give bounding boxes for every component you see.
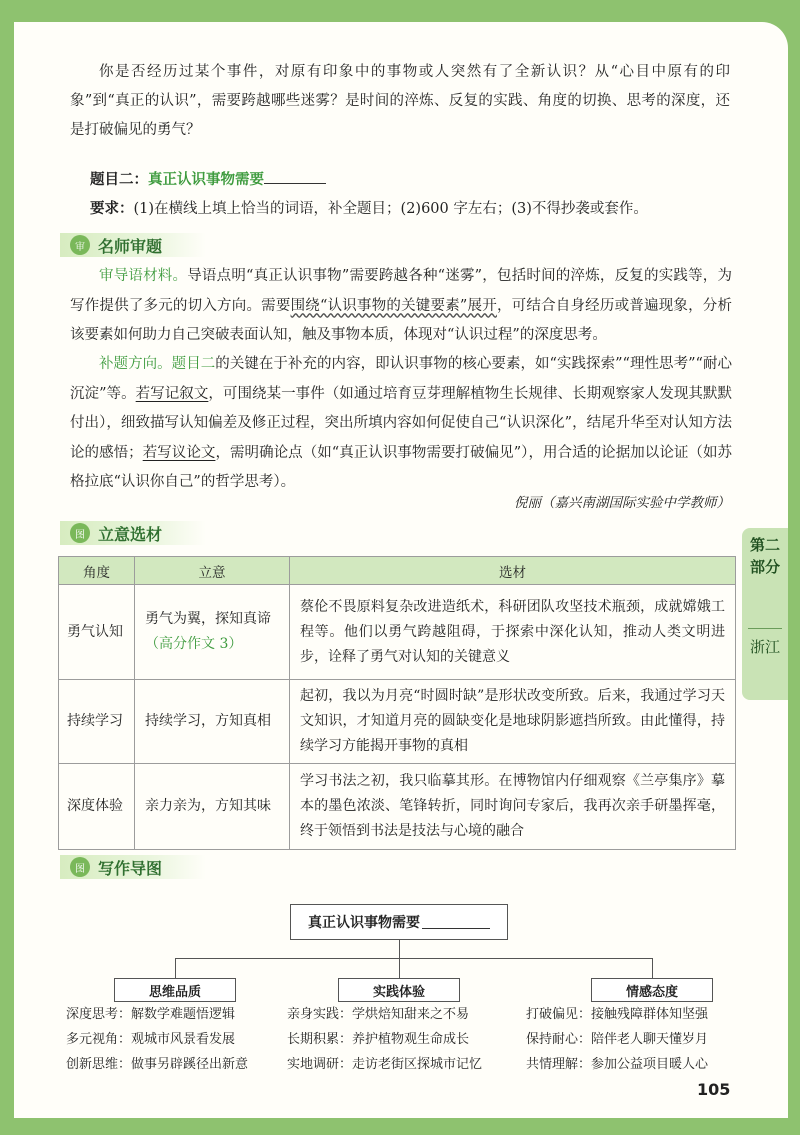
item-value: 学烘焙知甜来之不易 bbox=[352, 1007, 470, 1022]
mindmap-items-thinking bbox=[66, 1002, 248, 1077]
mindmap-root-text: 真正认识事物需要 bbox=[308, 915, 420, 931]
cell-angle: 深度体验 bbox=[59, 764, 135, 850]
item-value: 参加公益项目暖人心 bbox=[591, 1057, 709, 1072]
review-paragraph-1 bbox=[70, 262, 732, 351]
lead-label: 审导语材料。 bbox=[99, 268, 188, 284]
topic-text: 真正认识事物需要 bbox=[148, 172, 264, 188]
mindmap-branch-thinking: 思维品质 bbox=[114, 978, 236, 1002]
item-key: 多元视角： bbox=[66, 1032, 132, 1047]
table-header-row bbox=[59, 557, 736, 585]
item-value: 陪伴老人聊天懂岁月 bbox=[591, 1032, 709, 1047]
table-row bbox=[59, 764, 736, 850]
underline-emphasis: 若写记叙文 bbox=[135, 385, 209, 402]
side-tab-part: 第二部分 bbox=[750, 536, 781, 576]
list-item bbox=[66, 1052, 248, 1077]
cell-idea: 亲力亲为，方知其味 bbox=[135, 764, 290, 850]
mindmap-root bbox=[290, 904, 508, 940]
text-span: 导语点明“真正认识事物”需要跨越各种“迷雾”，包括时间的淬炼，反复的实践等，为写作提供了多元的切入方向。需要 bbox=[70, 268, 733, 314]
section-header-review bbox=[60, 233, 206, 257]
idea-material-table bbox=[58, 556, 736, 850]
item-key: 长期积累： bbox=[287, 1032, 353, 1047]
table-row bbox=[59, 585, 736, 680]
item-key: 深度思考： bbox=[66, 1007, 132, 1022]
text-span: ，可围绕某一事件（如通过培育豆芽理解植物生长规律、长期观察家人发现其默默付出），细致描写认知偏差及修正过程，突出所填内容如何促使自己“认识深化”，结尾升华至对认知方法论的感悟； bbox=[70, 385, 733, 461]
item-value: 养护植物观生命成长 bbox=[352, 1032, 470, 1047]
section-header-mindmap bbox=[60, 855, 206, 879]
list-item bbox=[526, 1027, 708, 1052]
idea-text: 勇气为翼，探知真谛 bbox=[145, 611, 271, 627]
cell-angle: 勇气认知 bbox=[59, 585, 135, 680]
author-signature: 倪丽（嘉兴南湖国际实验中学教师） bbox=[514, 495, 730, 511]
list-item bbox=[287, 1052, 482, 1077]
list-item bbox=[287, 1002, 482, 1027]
list-item bbox=[526, 1002, 708, 1027]
lead-label-2: 题目二 bbox=[171, 356, 216, 372]
text-span: ，可结合自身经历或普遍现象，分析该要素如何助力自己突破表面认知，触及事物本质，体现对“认识过程”的深度思考。 bbox=[70, 297, 733, 343]
cell-material: 起初，我以为月亮“时圆时缺”是形状改变所致。后来，我通过学习天文知识，才知道月亮的圆缺变化是地球阴影遮挡所致。由此懂得，持续学习方能揭开事物的真相 bbox=[290, 680, 736, 764]
section-header-ideas bbox=[60, 521, 206, 545]
cell-idea: 持续学习，方知真相 bbox=[135, 680, 290, 764]
item-key: 创新思维： bbox=[66, 1057, 132, 1072]
review-icon: 审 bbox=[70, 235, 90, 255]
connector-line bbox=[175, 958, 653, 959]
column-header-material: 选材 bbox=[290, 557, 736, 585]
column-header-idea: 立意 bbox=[135, 557, 290, 585]
lead-label: 补题方向。 bbox=[99, 356, 172, 372]
list-item bbox=[66, 1027, 248, 1052]
mindmap-items-attitude bbox=[526, 1002, 708, 1077]
topic-label: 题目二： bbox=[90, 172, 148, 188]
item-key: 打破偏见： bbox=[526, 1007, 592, 1022]
item-value: 走访老街区探城市记忆 bbox=[352, 1057, 483, 1072]
requirement-text: (1)在横线上填上恰当的词语，补全题目；(2)600 字左右；(3)不得抄袭或套作。 bbox=[133, 201, 648, 217]
review-paragraph-2 bbox=[70, 350, 732, 498]
list-item bbox=[287, 1027, 482, 1052]
item-key: 亲身实践： bbox=[287, 1007, 353, 1022]
mindmap-root-blank bbox=[422, 915, 490, 929]
section-title: 名师审题 bbox=[98, 236, 163, 256]
bottom-band bbox=[0, 1118, 800, 1135]
topic-line bbox=[90, 166, 326, 194]
connector-line bbox=[652, 958, 653, 978]
intro-paragraph: 你是否经历过某个事件，对原有印象中的事物或人突然有了全新认识？从“心目中原有的印象”到“真正的认识”，需要跨越哪些迷雾？是时间的淬炼、反复的实践、角度的切换、思考的深度，还是打破偏见的勇气？ bbox=[70, 64, 730, 138]
item-value: 观城市风景看发展 bbox=[131, 1032, 236, 1047]
connector-line bbox=[175, 958, 176, 978]
connector-line bbox=[399, 940, 400, 958]
cell-angle: 持续学习 bbox=[59, 680, 135, 764]
cell-material: 学习书法之初，我只临摹其形。在博物馆内仔细观察《兰亭集序》摹本的墨色浓淡、笔锋转折，同时询问专家后，我再次亲手研墨挥毫，终于领悟到书法是技法与心境的融合 bbox=[290, 764, 736, 850]
item-value: 接触残障群体知坚强 bbox=[591, 1007, 709, 1022]
item-key: 保持耐心： bbox=[526, 1032, 592, 1047]
mindmap-icon: 图 bbox=[70, 857, 90, 877]
page-number: 105 bbox=[697, 1080, 731, 1099]
list-item bbox=[526, 1052, 708, 1077]
mindmap-branch-attitude: 情感态度 bbox=[591, 978, 713, 1002]
ideas-icon: 图 bbox=[70, 523, 90, 543]
section-title: 立意选材 bbox=[98, 524, 163, 544]
text-span: 的关键在于补充的内容，即认识事物的核心要素，如“实践探索”“理性思考”“耐心沉淀”等。 bbox=[70, 356, 733, 402]
wavy-emphasis: 围绕“认识事物的关键要素”展开 bbox=[290, 297, 497, 314]
item-value: 解数学难题悟逻辑 bbox=[131, 1007, 236, 1022]
list-item bbox=[66, 1002, 248, 1027]
underline-emphasis: 若写议论文 bbox=[142, 444, 216, 461]
cell-material: 蔡伦不畏原料复杂改进造纸术，科研团队攻坚技术瓶颈，成就嫦娥工程等。他们以勇气跨越阻碍，于探索中深化认知，推动人类文明进步，诠释了勇气对认知的关键意义 bbox=[290, 585, 736, 680]
side-tab-region: 浙江 bbox=[750, 638, 781, 656]
connector-line bbox=[399, 958, 400, 978]
section-title: 写作导图 bbox=[98, 858, 163, 878]
requirement-label: 要求： bbox=[90, 201, 134, 217]
text-span: ，需明确论点（如“真正认识事物需要打破偏见”），用合适的论据加以论证（如苏格拉底“认识你自己”的哲学思考）。 bbox=[70, 444, 733, 490]
idea-note: （高分作文 3） bbox=[145, 636, 243, 652]
item-key: 实地调研： bbox=[287, 1057, 353, 1072]
side-tab bbox=[742, 528, 788, 700]
item-key: 共情理解： bbox=[526, 1057, 592, 1072]
side-tab-divider bbox=[748, 628, 782, 629]
requirement-line bbox=[90, 195, 648, 223]
cell-idea bbox=[135, 585, 290, 680]
mindmap-items-practice bbox=[287, 1002, 482, 1077]
item-value: 做事另辟蹊径出新意 bbox=[131, 1057, 249, 1072]
mindmap-branch-practice: 实践体验 bbox=[338, 978, 460, 1002]
column-header-angle: 角度 bbox=[59, 557, 135, 585]
table-row bbox=[59, 680, 736, 764]
topic-blank bbox=[264, 170, 326, 184]
